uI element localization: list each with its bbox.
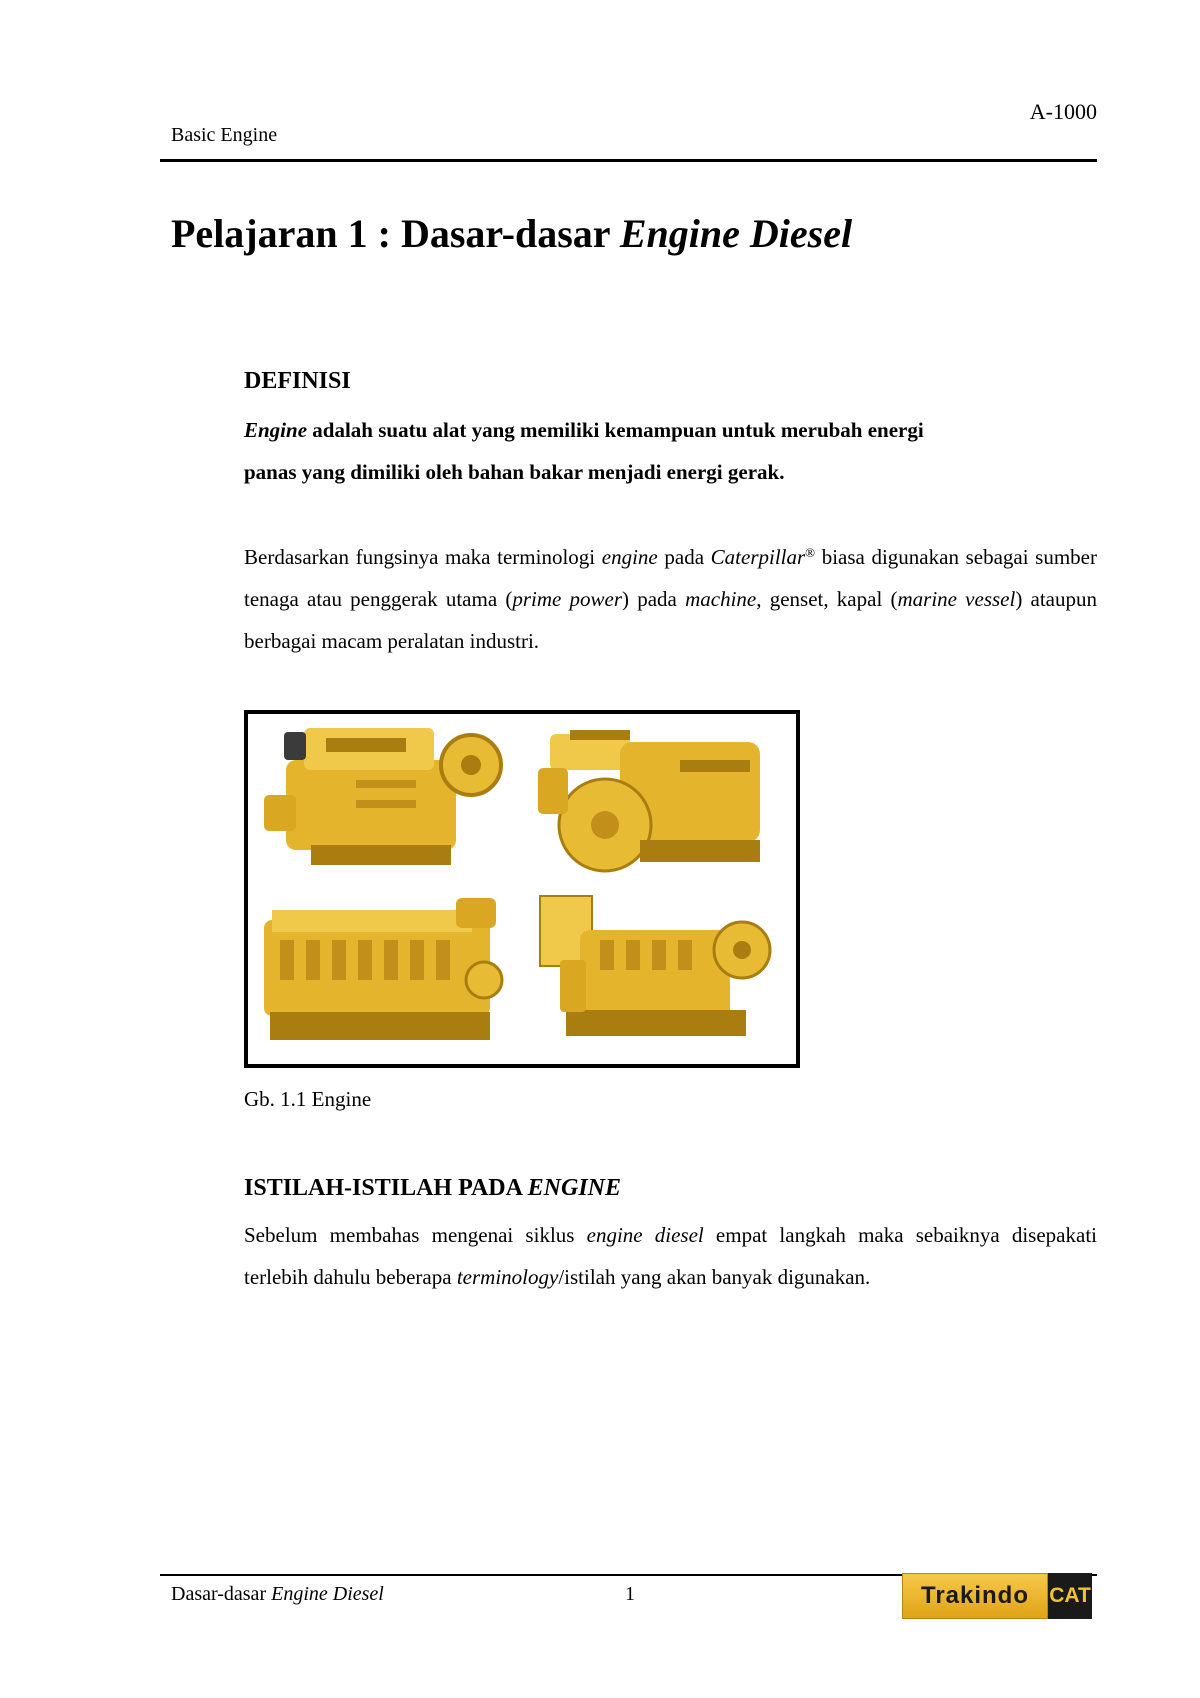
p1-italic-engine: engine bbox=[601, 545, 658, 569]
trakindo-logo-text: Trakindo bbox=[902, 1573, 1048, 1619]
definisi-heading: DEFINISI bbox=[244, 368, 351, 394]
paragraph-istilah bbox=[244, 1214, 1097, 1298]
engine-image-2 bbox=[530, 720, 788, 878]
p1-italic-prime-power: prime power bbox=[512, 587, 623, 611]
header-rule bbox=[160, 159, 1097, 162]
p1-text-3: biasa digunakan sebagai sumber tenaga atau penggerak utama ( bbox=[244, 545, 1097, 611]
engine-image-3 bbox=[256, 890, 514, 1055]
p2-italic-engine-diesel: engine diesel bbox=[586, 1223, 704, 1247]
definisi-line-2: panas yang dimiliki oleh bahan bakar menjadi energi gerak. bbox=[244, 460, 785, 484]
p1-italic-caterpillar: Caterpillar bbox=[710, 545, 806, 569]
cat-logo-text: CAT bbox=[1048, 1573, 1092, 1619]
title-prefix: Pelajaran 1 : Dasar-dasar bbox=[171, 211, 620, 256]
definisi-line-1 bbox=[244, 409, 1097, 451]
footer-title-prefix: Dasar-dasar bbox=[171, 1583, 272, 1605]
engine-image-4 bbox=[530, 890, 788, 1055]
p2-italic-terminology: terminology bbox=[456, 1265, 559, 1289]
footer-title-italic: Engine Diesel bbox=[271, 1583, 384, 1605]
paragraph-engine-function bbox=[244, 536, 1097, 662]
definisi-term: Engine bbox=[244, 418, 308, 442]
header-section-label: Basic Engine bbox=[171, 124, 278, 146]
engine-image-1 bbox=[256, 720, 514, 878]
p1-text-4: ) pada bbox=[622, 587, 686, 611]
istilah-heading-prefix: ISTILAH-ISTILAH PADA bbox=[244, 1175, 528, 1201]
p1-italic-machine: machine bbox=[685, 587, 757, 611]
p2-text-2: empat langkah maka sebaiknya disepakati terlebih dahulu beberapa bbox=[244, 1223, 1097, 1289]
definisi-text-line1: adalah suatu alat yang memiliki kemampuan untuk merubah energi bbox=[307, 418, 924, 442]
istilah-heading-italic: ENGINE bbox=[527, 1175, 621, 1201]
page-title bbox=[171, 210, 852, 257]
p1-text-5: , genset, kapal ( bbox=[756, 587, 898, 611]
page-number: 1 bbox=[625, 1583, 635, 1605]
footer-document-title bbox=[171, 1583, 384, 1606]
p2-text-3: /istilah yang akan banyak digunakan. bbox=[558, 1265, 871, 1289]
p1-text-2: pada bbox=[657, 545, 711, 569]
istilah-heading bbox=[244, 1175, 1097, 1202]
figure-caption: Gb. 1.1 Engine bbox=[244, 1087, 372, 1111]
p1-text-6: ) ataupun berbagai macam peralatan industri. bbox=[244, 587, 1097, 653]
trakindo-cat-logo bbox=[902, 1573, 1092, 1619]
header-document-code: A-1000 bbox=[1029, 99, 1097, 124]
definisi-text bbox=[244, 409, 1097, 493]
p2-text-1: Sebelum membahas mengenai siklus bbox=[244, 1223, 587, 1247]
registered-mark: ® bbox=[805, 545, 816, 560]
p1-text-1: Berdasarkan fungsinya maka terminologi bbox=[244, 545, 602, 569]
p1-italic-marine-vessel: marine vessel bbox=[897, 587, 1016, 611]
title-italic: Engine Diesel bbox=[619, 211, 853, 256]
engine-figure bbox=[244, 710, 800, 1068]
